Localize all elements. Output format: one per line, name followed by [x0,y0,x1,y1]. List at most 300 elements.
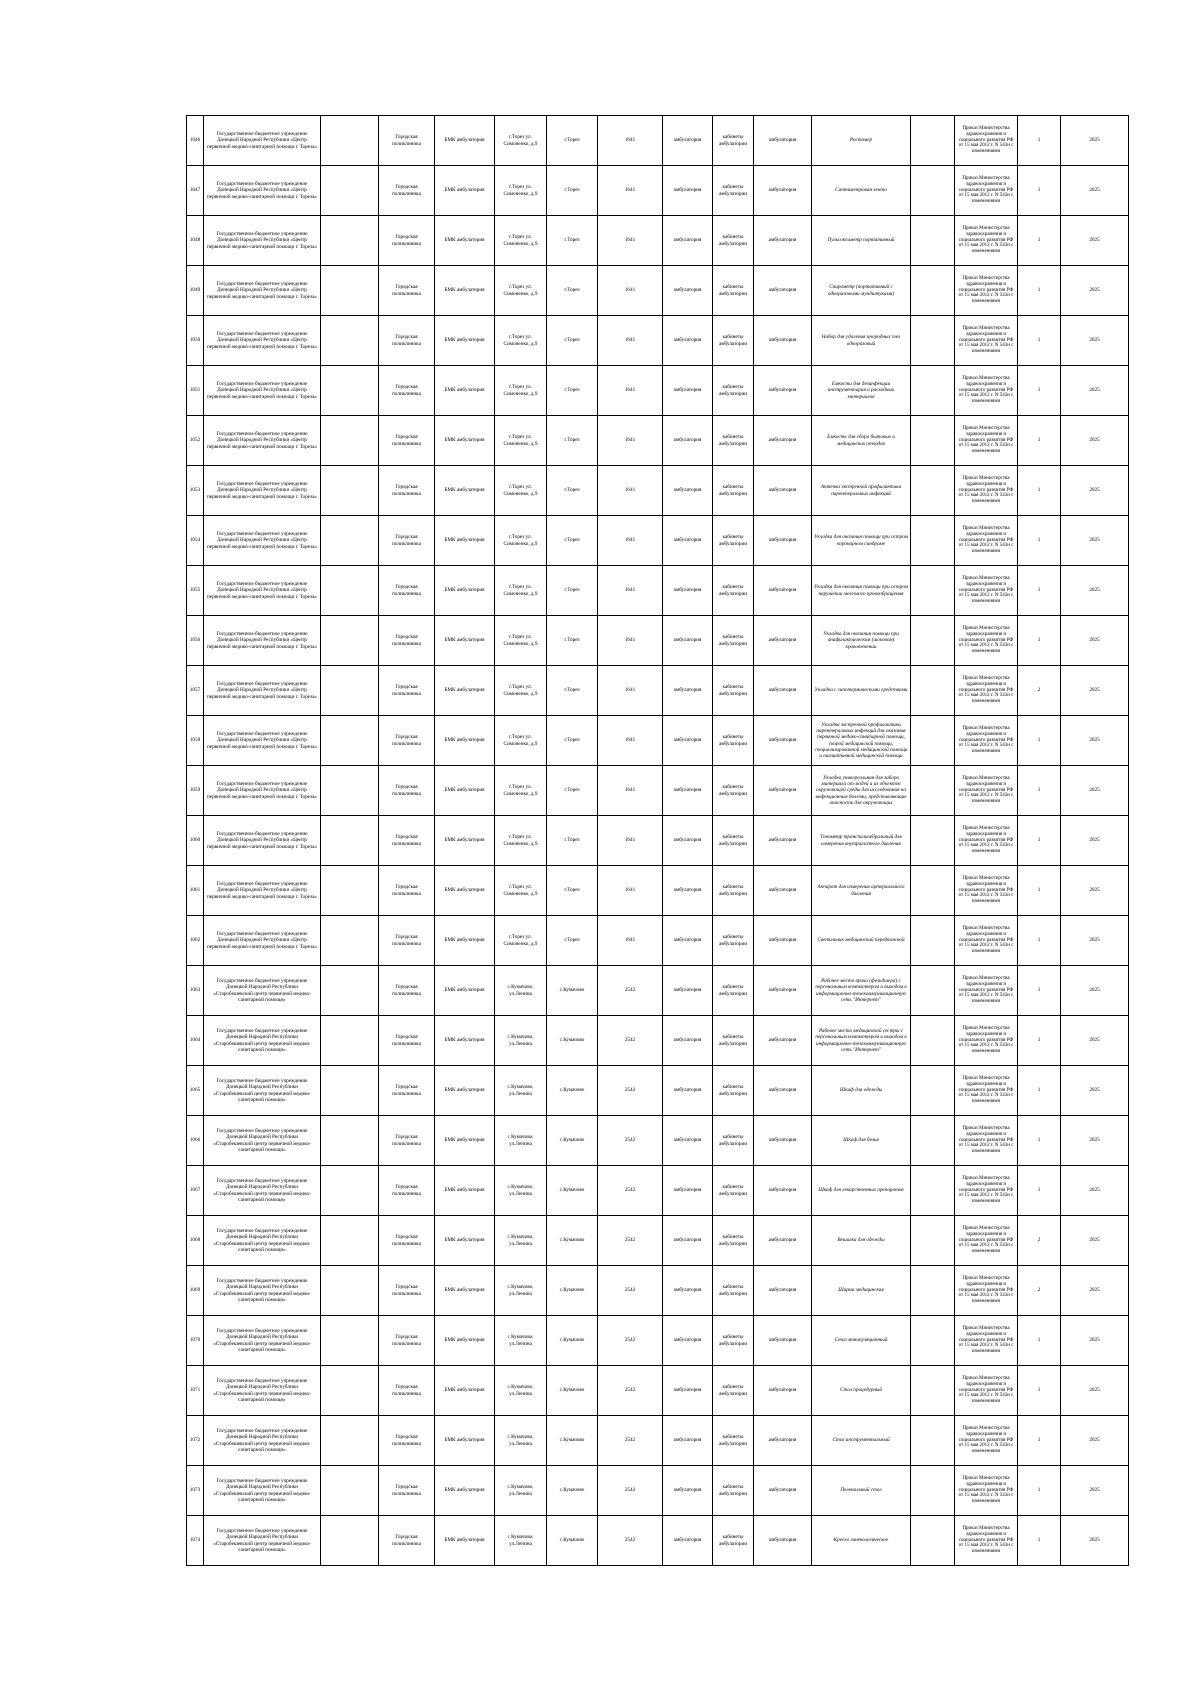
empty-cell [321,1366,379,1416]
settlement-cell: с.Кумачово [547,1216,598,1266]
category-cell: амбулатория [663,466,713,516]
equipment-name-cell: Пеленальный стол [812,1466,911,1516]
table-row [187,1466,1129,1516]
regulation-cell: Приказ Министерства здравоохранения и социального развития РФ от 15 мая 2012 г. N 543н с изменениями [955,366,1018,416]
building-type-cell: БМК амбулатория [435,266,495,316]
facility-kind-cell: Городская поликлиника [379,266,435,316]
organization-cell: Государственное бюджетное учреждение Донецкой Народной Республики «Старобешевский центр первичной медико-санитарной помощи» [204,1066,321,1116]
facility-kind-cell: Городская поликлиника [379,1066,435,1116]
organization-cell: Государственное бюджетное учреждение Донецкой Народной Республики «Центр первичной медико-санитарной помощи г. Тореза» [204,416,321,466]
code-cell: 1641 [598,316,663,366]
row-number-cell: 1050 [187,316,204,366]
unit-cell: амбулатория [754,1266,812,1316]
table-row [187,1066,1129,1116]
year-cell: 2025 [1061,466,1129,516]
unit-cell: амбулатория [754,1166,812,1216]
row-number-cell: 1068 [187,1216,204,1266]
empty-cell [911,766,955,816]
code-cell: 2542 [598,1166,663,1216]
table-row [187,1416,1129,1466]
building-type-cell: БМК амбулатория [435,866,495,916]
facility-kind-cell: Городская поликлиника [379,1166,435,1216]
regulation-cell: Приказ Министерства здравоохранения и социального развития РФ от 15 мая 2012 г. N 543н с изменениями [955,816,1018,866]
rooms-cell: кабинеты амбулатории [713,1316,754,1366]
table-body [187,116,1129,1566]
row-number-cell: 1059 [187,766,204,816]
empty-cell [321,416,379,466]
code-cell: 2542 [598,1466,663,1516]
rooms-cell: кабинеты амбулатории [713,1466,754,1516]
empty-cell [321,816,379,866]
year-cell: 2025 [1061,716,1129,766]
category-cell: амбулатория [663,1216,713,1266]
facility-kind-cell: Городская поликлиника [379,1016,435,1066]
settlement-cell: с.Кумачово [547,1016,598,1066]
equipment-name-cell: Укладка для оказания помощи при анафилактическом (шоковом) кровотечении [812,616,911,666]
address-cell: с.Кумачово, ул.Ленина [495,1366,547,1416]
regulation-cell: Приказ Министерства здравоохранения и социального развития РФ от 15 мая 2012 г. N 543н с изменениями [955,1416,1018,1466]
settlement-cell: с.Кумачово [547,1166,598,1216]
empty-cell [321,616,379,666]
settlement-cell: с.Кумачово [547,1116,598,1166]
organization-cell: Государственное бюджетное учреждение Донецкой Народной Республики «Старобешевский центр первичной медико-санитарной помощи» [204,1316,321,1366]
category-cell: амбулатория [663,966,713,1016]
settlement-cell: г.Торез [547,866,598,916]
settlement-cell: г.Торез [547,216,598,266]
table-row [187,316,1129,366]
category-cell: амбулатория [663,216,713,266]
empty-cell [321,316,379,366]
address-cell: г.Торез ул. Симоненко, д.9 [495,566,547,616]
category-cell: амбулатория [663,266,713,316]
category-cell: амбулатория [663,166,713,216]
regulation-cell: Приказ Министерства здравоохранения и социального развития РФ от 15 мая 2012 г. N 543н с изменениями [955,616,1018,666]
facility-kind-cell: Городская поликлиника [379,1116,435,1166]
address-cell: г.Торез ул. Симоненко, д.9 [495,166,547,216]
regulation-cell: Приказ Министерства здравоохранения и социального развития РФ от 15 мая 2012 г. N 543н с изменениями [955,566,1018,616]
year-cell: 2025 [1061,1066,1129,1116]
quantity-cell: 1 [1018,766,1061,816]
row-number-cell: 1055 [187,566,204,616]
settlement-cell: г.Торез [547,416,598,466]
unit-cell: амбулатория [754,266,812,316]
equipment-name-cell: Спирометр (портативный с одноразовыми мундштуками) [812,266,911,316]
row-number-cell: 1065 [187,1066,204,1116]
rooms-cell: кабинеты амбулатории [713,466,754,516]
equipment-name-cell: Аппарат для измерения артериального давления [812,866,911,916]
row-number-cell: 1063 [187,966,204,1016]
equipment-table-page [186,115,1128,1566]
building-type-cell: БМК амбулатория [435,216,495,266]
unit-cell: амбулатория [754,766,812,816]
code-cell: 2542 [598,966,663,1016]
code-cell: 2542 [598,1016,663,1066]
regulation-cell: Приказ Министерства здравоохранения и социального развития РФ от 15 мая 2012 г. N 543н с изменениями [955,966,1018,1016]
building-type-cell: БМК амбулатория [435,716,495,766]
facility-kind-cell: Городская поликлиника [379,566,435,616]
address-cell: с.Кумачово, ул.Ленина [495,1066,547,1116]
category-cell: амбулатория [663,566,713,616]
code-cell: 1641 [598,516,663,566]
regulation-cell: Приказ Министерства здравоохранения и социального развития РФ от 15 мая 2012 г. N 543н с изменениями [955,666,1018,716]
building-type-cell: БМК амбулатория [435,166,495,216]
empty-cell [911,616,955,666]
category-cell: амбулатория [663,666,713,716]
empty-cell [321,166,379,216]
row-number-cell: 1057 [187,666,204,716]
equipment-name-cell: Вешалка для одежды [812,1216,911,1266]
regulation-cell: Приказ Министерства здравоохранения и социального развития РФ от 15 мая 2012 г. N 543н с изменениями [955,1516,1018,1566]
year-cell: 2025 [1061,1316,1129,1366]
rooms-cell: кабинеты амбулатории [713,866,754,916]
rooms-cell: кабинеты амбулатории [713,416,754,466]
address-cell: г.Торез ул. Симоненко, д.9 [495,616,547,666]
table-row [187,166,1129,216]
organization-cell: Государственное бюджетное учреждение Донецкой Народной Республики «Старобешевский центр первичной медико-санитарной помощи» [204,1016,321,1066]
address-cell: г.Торез ул. Симоненко, д.9 [495,916,547,966]
empty-cell [911,1016,955,1066]
rooms-cell: кабинеты амбулатории [713,566,754,616]
rooms-cell: кабинеты амбулатории [713,916,754,966]
empty-cell [321,766,379,816]
category-cell: амбулатория [663,916,713,966]
equipment-name-cell: Шкаф для одежды [812,1066,911,1116]
facility-kind-cell: Городская поликлиника [379,916,435,966]
empty-cell [911,1216,955,1266]
building-type-cell: БМК амбулатория [435,1116,495,1166]
category-cell: амбулатория [663,1416,713,1466]
address-cell: с.Кумачово, ул.Ленина [495,1016,547,1066]
row-number-cell: 1054 [187,516,204,566]
facility-kind-cell: Городская поликлиника [379,1366,435,1416]
row-number-cell: 1058 [187,716,204,766]
code-cell: 1641 [598,416,663,466]
unit-cell: амбулатория [754,866,812,916]
quantity-cell: 1 [1018,466,1061,516]
empty-cell [911,516,955,566]
unit-cell: амбулатория [754,216,812,266]
unit-cell: амбулатория [754,1416,812,1466]
building-type-cell: БМК амбулатория [435,916,495,966]
settlement-cell: с.Кумачово [547,966,598,1016]
quantity-cell: 1 [1018,616,1061,666]
empty-cell [911,466,955,516]
settlement-cell: с.Кумачово [547,1516,598,1566]
year-cell: 2025 [1061,966,1129,1016]
quantity-cell: 1 [1018,1066,1061,1116]
facility-kind-cell: Городская поликлиника [379,466,435,516]
table-row [187,1516,1129,1566]
code-cell: 2542 [598,1516,663,1566]
equipment-name-cell: Стол инструментальный [812,1416,911,1466]
row-number-cell: 1072 [187,1416,204,1466]
empty-cell [321,1316,379,1366]
address-cell: с.Кумачово, ул.Ленина [495,1116,547,1166]
empty-cell [321,1166,379,1216]
facility-kind-cell: Городская поликлиника [379,1216,435,1266]
empty-cell [911,966,955,1016]
organization-cell: Государственное бюджетное учреждение Донецкой Народной Республики «Старобешевский центр первичной медико-санитарной помощи» [204,1216,321,1266]
address-cell: с.Кумачово, ул.Ленина [495,1316,547,1366]
category-cell: амбулатория [663,516,713,566]
year-cell: 2025 [1061,566,1129,616]
rooms-cell: кабинеты амбулатории [713,516,754,566]
rooms-cell: кабинеты амбулатории [713,616,754,666]
regulation-cell: Приказ Министерства здравоохранения и социального развития РФ от 15 мая 2012 г. N 543н с изменениями [955,1466,1018,1516]
organization-cell: Государственное бюджетное учреждение Донецкой Народной Республики «Центр первичной медико-санитарной помощи г. Тореза» [204,166,321,216]
facility-kind-cell: Городская поликлиника [379,1416,435,1466]
empty-cell [321,1116,379,1166]
regulation-cell: Приказ Министерства здравоохранения и социального развития РФ от 15 мая 2012 г. N 543н с изменениями [955,266,1018,316]
settlement-cell: г.Торез [547,566,598,616]
empty-cell [911,216,955,266]
regulation-cell: Приказ Министерства здравоохранения и социального развития РФ от 15 мая 2012 г. N 543н с изменениями [955,1016,1018,1066]
code-cell: 1641 [598,166,663,216]
rooms-cell: кабинеты амбулатории [713,766,754,816]
rooms-cell: кабинеты амбулатории [713,666,754,716]
quantity-cell: 1 [1018,266,1061,316]
code-cell: 2542 [598,1266,663,1316]
table-row [187,1216,1129,1266]
building-type-cell: БМК амбулатория [435,1066,495,1116]
settlement-cell: г.Торез [547,266,598,316]
table-row [187,116,1129,166]
unit-cell: амбулатория [754,366,812,416]
unit-cell: амбулатория [754,1016,812,1066]
equipment-name-cell: Набор для удаления инородных тел одноразовый [812,316,911,366]
code-cell: 1641 [598,666,663,716]
building-type-cell: БМК амбулатория [435,1316,495,1366]
table-row [187,816,1129,866]
unit-cell: амбулатория [754,566,812,616]
address-cell: г.Торез ул. Симоненко, д.9 [495,116,547,166]
quantity-cell: 2 [1018,1266,1061,1316]
organization-cell: Государственное бюджетное учреждение Донецкой Народной Республики «Старобешевский центр первичной медико-санитарной помощи» [204,1516,321,1566]
rooms-cell: кабинеты амбулатории [713,716,754,766]
row-number-cell: 1073 [187,1466,204,1516]
empty-cell [321,1216,379,1266]
table-row [187,466,1129,516]
address-cell: с.Кумачово, ул.Ленина [495,1466,547,1516]
unit-cell: амбулатория [754,1466,812,1516]
facility-kind-cell: Городская поликлиника [379,216,435,266]
empty-cell [911,1066,955,1116]
code-cell: 1641 [598,616,663,666]
building-type-cell: БМК амбулатория [435,316,495,366]
row-number-cell: 1062 [187,916,204,966]
settlement-cell: г.Торез [547,816,598,866]
address-cell: г.Торез ул. Симоненко, д.9 [495,716,547,766]
regulation-cell: Приказ Министерства здравоохранения и социального развития РФ от 15 мая 2012 г. N 543н с изменениями [955,916,1018,966]
facility-kind-cell: Городская поликлиника [379,666,435,716]
settlement-cell: г.Торез [547,116,598,166]
equipment-name-cell: Стол процедурный [812,1366,911,1416]
facility-kind-cell: Городская поликлиника [379,1516,435,1566]
unit-cell: амбулатория [754,1316,812,1366]
equipment-name-cell: Шкаф для лекарственных препаратов [812,1166,911,1216]
empty-cell [321,966,379,1016]
unit-cell: амбулатория [754,666,812,716]
equipment-name-cell: Рабочее место медицинской сестры с персональным компьютером и выходом в информационно-телекоммуникационную сеть "Интернет" [812,1016,911,1066]
organization-cell: Государственное бюджетное учреждение Донецкой Народной Республики «Старобешевский центр первичной медико-санитарной помощи» [204,1266,321,1316]
year-cell: 2025 [1061,866,1129,916]
empty-cell [911,666,955,716]
code-cell: 2542 [598,1116,663,1166]
regulation-cell: Приказ Министерства здравоохранения и социального развития РФ от 15 мая 2012 г. N 543н с изменениями [955,316,1018,366]
unit-cell: амбулатория [754,416,812,466]
year-cell: 2025 [1061,266,1129,316]
settlement-cell: с.Кумачово [547,1066,598,1116]
table-row [187,766,1129,816]
category-cell: амбулатория [663,1166,713,1216]
regulation-cell: Приказ Министерства здравоохранения и социального развития РФ от 15 мая 2012 г. N 543н с изменениями [955,716,1018,766]
empty-cell [911,266,955,316]
organization-cell: Государственное бюджетное учреждение Донецкой Народной Республики «Старобешевский центр первичной медико-санитарной помощи» [204,1366,321,1416]
category-cell: амбулатория [663,1516,713,1566]
category-cell: амбулатория [663,1116,713,1166]
settlement-cell: г.Торез [547,316,598,366]
year-cell: 2025 [1061,1266,1129,1316]
settlement-cell: с.Кумачово [547,1316,598,1366]
empty-cell [321,216,379,266]
row-number-cell: 1064 [187,1016,204,1066]
unit-cell: амбулатория [754,916,812,966]
year-cell: 2025 [1061,316,1129,366]
empty-cell [321,866,379,916]
row-number-cell: 1049 [187,266,204,316]
quantity-cell: 1 [1018,1516,1061,1566]
category-cell: амбулатория [663,316,713,366]
equipment-name-cell: Шкаф для белья [812,1116,911,1166]
organization-cell: Государственное бюджетное учреждение Донецкой Народной Республики «Центр первичной медико-санитарной помощи г. Тореза» [204,766,321,816]
regulation-cell: Приказ Министерства здравоохранения и социального развития РФ от 15 мая 2012 г. N 543н с изменениями [955,116,1018,166]
row-number-cell: 1048 [187,216,204,266]
year-cell: 2025 [1061,166,1129,216]
organization-cell: Государственное бюджетное учреждение Донецкой Народной Республики «Центр первичной медико-санитарной помощи г. Тореза» [204,466,321,516]
rooms-cell: кабинеты амбулатории [713,216,754,266]
organization-cell: Государственное бюджетное учреждение Донецкой Народной Республики «Центр первичной медико-санитарной помощи г. Тореза» [204,266,321,316]
regulation-cell: Приказ Министерства здравоохранения и социального развития РФ от 15 мая 2012 г. N 543н с изменениями [955,766,1018,816]
code-cell: 1641 [598,216,663,266]
facility-kind-cell: Городская поликлиника [379,316,435,366]
facility-kind-cell: Городская поликлиника [379,1266,435,1316]
organization-cell: Государственное бюджетное учреждение Донецкой Народной Республики «Центр первичной медико-санитарной помощи г. Тореза» [204,316,321,366]
category-cell: амбулатория [663,416,713,466]
year-cell: 2025 [1061,216,1129,266]
table-row [187,966,1129,1016]
code-cell: 2542 [598,1366,663,1416]
equipment-name-cell: Стол манипуляционный [812,1316,911,1366]
building-type-cell: БМК амбулатория [435,1266,495,1316]
category-cell: амбулатория [663,1316,713,1366]
building-type-cell: БМК амбулатория [435,416,495,466]
organization-cell: Государственное бюджетное учреждение Донецкой Народной Республики «Центр первичной медико-санитарной помощи г. Тореза» [204,816,321,866]
quantity-cell: 1 [1018,866,1061,916]
row-number-cell: 1052 [187,416,204,466]
facility-kind-cell: Городская поликлиника [379,116,435,166]
unit-cell: амбулатория [754,116,812,166]
empty-cell [911,116,955,166]
rooms-cell: кабинеты амбулатории [713,1066,754,1116]
address-cell: г.Торез ул. Симоненко, д.9 [495,366,547,416]
building-type-cell: БМК амбулатория [435,766,495,816]
quantity-cell: 1 [1018,966,1061,1016]
empty-cell [911,716,955,766]
row-number-cell: 1060 [187,816,204,866]
code-cell: 1641 [598,116,663,166]
table-row [187,1166,1129,1216]
empty-cell [321,1416,379,1466]
empty-cell [321,1016,379,1066]
code-cell: 1641 [598,266,663,316]
table-row [187,1316,1129,1366]
row-number-cell: 1074 [187,1516,204,1566]
quantity-cell: 1 [1018,716,1061,766]
rooms-cell: кабинеты амбулатории [713,116,754,166]
row-number-cell: 1061 [187,866,204,916]
quantity-cell: 2 [1018,666,1061,716]
table-row [187,216,1129,266]
table-row [187,716,1129,766]
equipment-name-cell: Рабочее место врача (фельдшера) с персональным компьютером и выходом в информационно-телекоммуникационную сеть "Интернет" [812,966,911,1016]
building-type-cell: БМК амбулатория [435,116,495,166]
year-cell: 2025 [1061,1416,1129,1466]
address-cell: г.Торез ул. Симоненко, д.9 [495,516,547,566]
facility-kind-cell: Городская поликлиника [379,766,435,816]
settlement-cell: с.Кумачово [547,1266,598,1316]
quantity-cell: 1 [1018,316,1061,366]
quantity-cell: 1 [1018,1466,1061,1516]
table-row [187,866,1129,916]
organization-cell: Государственное бюджетное учреждение Донецкой Народной Республики «Старобешевский центр первичной медико-санитарной помощи» [204,1116,321,1166]
address-cell: г.Торез ул. Симоненко, д.9 [495,866,547,916]
organization-cell: Государственное бюджетное учреждение Донецкой Народной Республики «Центр первичной медико-санитарной помощи г. Тореза» [204,216,321,266]
equipment-name-cell: Укладка экстренной профилактики парентеральных инфекций для оказания первичной медико-санитарной помощи, скорой медицинской помощи, специализированной медицинской помощи и паллиативной медицинской помощи [812,716,911,766]
building-type-cell: БМК амбулатория [435,1366,495,1416]
organization-cell: Государственное бюджетное учреждение Донецкой Народной Республики «Центр первичной медико-санитарной помощи г. Тореза» [204,666,321,716]
unit-cell: амбулатория [754,316,812,366]
rooms-cell: кабинеты амбулатории [713,1216,754,1266]
code-cell: 1641 [598,766,663,816]
empty-cell [321,916,379,966]
year-cell: 2025 [1061,516,1129,566]
year-cell: 2025 [1061,1516,1129,1566]
building-type-cell: БМК амбулатория [435,1166,495,1216]
year-cell: 2025 [1061,916,1129,966]
rooms-cell: кабинеты амбулатории [713,966,754,1016]
empty-cell [911,166,955,216]
regulation-cell: Приказ Министерства здравоохранения и социального развития РФ от 15 мая 2012 г. N 543н с изменениями [955,516,1018,566]
code-cell: 1641 [598,466,663,516]
table-row [187,266,1129,316]
year-cell: 2025 [1061,1366,1129,1416]
year-cell: 2025 [1061,1466,1129,1516]
regulation-cell: Приказ Министерства здравоохранения и социального развития РФ от 15 мая 2012 г. N 543н с изменениями [955,416,1018,466]
equipment-name-cell: Кресло гинекологическое [812,1516,911,1566]
building-type-cell: БМК амбулатория [435,466,495,516]
category-cell: амбулатория [663,816,713,866]
empty-cell [911,1166,955,1216]
quantity-cell: 2 [1018,1216,1061,1266]
building-type-cell: БМК амбулатория [435,666,495,716]
table-row [187,366,1129,416]
regulation-cell: Приказ Министерства здравоохранения и социального развития РФ от 15 мая 2012 г. N 543н с изменениями [955,216,1018,266]
facility-kind-cell: Городская поликлиника [379,866,435,916]
address-cell: с.Кумачово, ул.Ленина [495,1416,547,1466]
regulation-cell: Приказ Министерства здравоохранения и социального развития РФ от 15 мая 2012 г. N 543н с изменениями [955,1266,1018,1316]
facility-kind-cell: Городская поликлиника [379,1466,435,1516]
table-row [187,1116,1129,1166]
